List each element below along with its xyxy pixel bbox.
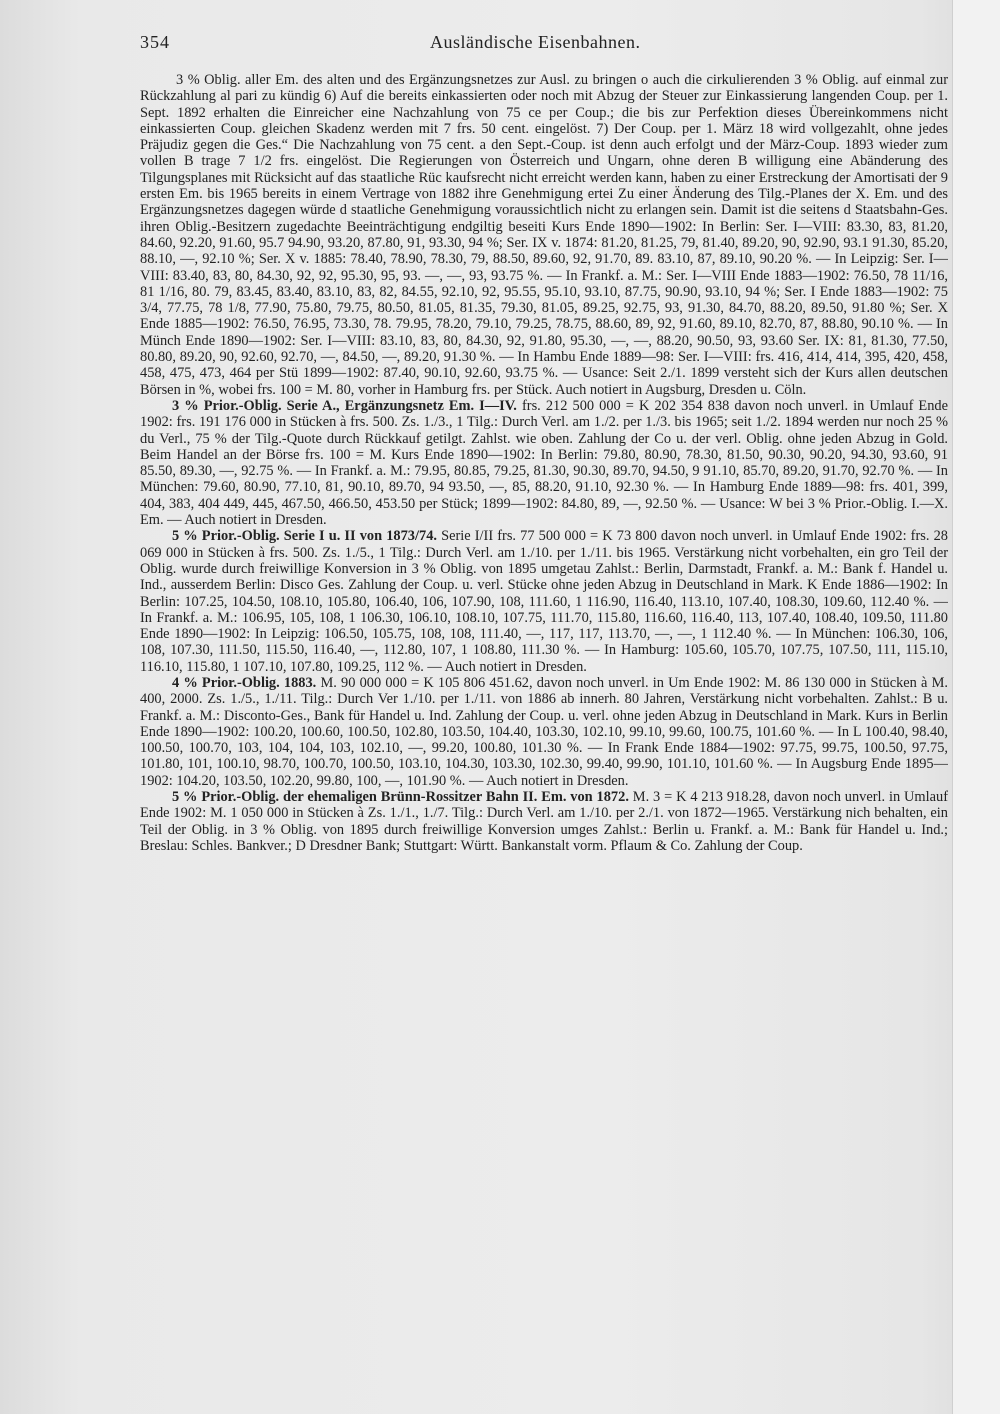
running-title: Ausländische Eisenbahnen.	[430, 32, 641, 52]
paragraph-prior-oblig-serie-a	[140, 398, 948, 528]
paragraph-bruenn-rossitzer	[140, 789, 948, 854]
paragraph-text: M. 90 000 000 = K 105 806 451.62, davon noch unverl. in Um Ende 1902: M. 86 130 000 in Stücken à M. 400, 2000. Zs. 1./5., 1./11. Tilg.: Durch Ver 1./10. per 1./11. von 1886 ab innerh. 80 Jahren, Verstärkung nicht vorbehalten. Zahlst.: B u. Frankf. a. M.: Disconto-Ges., Bank für Handel u. Ind. Zahlung der Coup. u. verl. ohne jeden Abzug in Deutschland in Mark. Kurs in Berlin Ende 1890—1902: 100.20, 100.60, 100.50, 102.80, 103.50, 104.40, 103.30, 102.10, 99.10, 99.60, 100.75, 101.60 %. — In L 100.40, 98.40, 100.50, 100.70, 103, 104, 104, 103, 102.10, —, 99.20, 100.80, 101.30 %. — In Frank Ende 1884—1902: 97.75, 99.75, 100.50, 97.75, 101.80, 101, 100.10, 98.70, 100.70, 100.50, 103.10, 104.30, 103.30, 102.30, 99.40, 99.90, 101.10, 101.60 %. — In Augsburg Ende 1895—1902: 104.20, 103.50, 102.20, 99.80, 100, —, 101.90 %. — Auch notiert in Dresden.	[140, 674, 948, 789]
paragraph-text: frs. 212 500 000 = K 202 354 838 davon noch unverl. in Umlauf Ende 1902: frs. 191 176 000 in Stücken à frs. 500. Zs. 1./3., 1 Tilg.: Durch Verl. am 1./2. per 1./3. bis 1965; seit 1./2. 1894 werden nur noch 25 % du Verl., 75 % der Tilg.-Quote durch Rückkauf getilgt. Zahlst. wie oben. Zahlung der Co u. der verl. Oblig. ohne jeden Abzug in Gold. Beim Handel an der Börse frs. 100 = M. Kurs Ende 1890—1902: In Berlin: 79.80, 80.90, 78.30, 81.50, 90.30, 90.20, 94.30, 93.60, 91 85.50, 89.30, —, 92.75 %. — In Frankf. a. M.: 79.95, 80.85, 79.25, 81.30, 90.30, 89.70, 94.50, 9 91.10, 85.70, 89.20, 91.70, 92.70 %. — In München: 79.60, 80.90, 77.10, 81, 90.10, 89.70, 94 93.50, —, 85, 88.20, 91.10, 92.30 %. — In Hamburg Ende 1889—98: frs. 401, 399, 404, 383, 404 449, 445, 467.50, 466.50, 453.50 per Stück; 1899—1902: 84.80, 89, —, 92.50 %. — Usance: W bei 3 % Prior.-Oblig. I.—X. Em. — Auch notiert in Dresden.	[140, 397, 948, 529]
adjacent-page-edge	[952, 0, 1000, 1414]
paragraph-heading: 4 % Prior.-Oblig. 1883.	[172, 674, 317, 691]
paragraph-heading: 5 % Prior.-Oblig. der ehemaligen Brünn-Rossitzer Bahn II. Em. von 1872.	[172, 789, 629, 806]
paragraph-text: Serie I/II frs. 77 500 000 = K 73 800 davon noch unverl. in Umlauf Ende 1902: frs. 28 069 000 in Stücken à frs. 500. Zs. 1./5., 1 Tilg.: Durch Verl. am 1./10. per 1./11. bis 1965. Verstärkung nicht vorbehalten, ein gro Teil der Oblig. wurde durch freiwillige Konversion in 3 % Oblig. von 1895 umgetau Zahlst.: Berlin, Darmstadt, Frankf. a. M.: Bank f. Handel u. Ind., ausserdem Berlin: Disco Ges. Zahlung der Coup. u. verl. Stücke ohne jeden Abzug in Deutschland in Mark. K Ende 1886—1902: In Berlin: 107.25, 104.50, 108.10, 105.80, 106.40, 106, 107.90, 108, 111.60, 1 116.90, 116.40, 113.10, 107.40, 108.30, 109.60, 112.40 %. — In Frankf. a. M.: 106.95, 105, 108, 1 106.30, 106.10, 108.10, 107.75, 111.70, 115.80, 116.60, 116.40, 113, 107.40, 108.40, 109.50, 111.80 Ende 1890—1902: In Leipzig: 106.50, 105.75, 108, 108, 111.40, —, 117, 117, 113.70, —, —, 1 112.40 %. — In München: 106.30, 106, 108, 107.30, 111.50, 115.50, 116.40, —, 112.80, 107, 1 108.80, 111.30 %. — In Hamburg: 105.60, 105.70, 107.75, 107.50, 111, 115.10, 116.10, 115.80, 1 107.10, 107.80, 109.25, 112 %. — Auch notiert in Dresden.	[140, 528, 948, 675]
paragraph-prior-oblig-1883	[140, 675, 948, 789]
paragraph-heading: 5 % Prior.-Oblig. Serie I u. II von 1873/74.	[172, 528, 437, 545]
paragraph-text: 3 % Oblig. aller Em. des alten und des Ergänzungsnetzes zur Ausl. zu bringen o auch die cirkulierenden 3 % Oblig. auf einmal zur Rückzahlung al pari zu kündig 6) Auf die bereits einkassierten oder noch mit Abzug der Steuer zur Einkassierung langenden Coup. per 1. Sept. 1892 erhalten die Einreicher eine Nachzahlung von 75 ce per Coup.; die bis zur Perfektion dieses Übereinkommens nicht einkassierten Coup. gleichen Skadenz werden mit 7 frs. 50 cent. eingelöst. 7) Der Coup. per 1. März 18 wird vollgezahlt, ohne jedes Präjudiz gegen die Ges.“ Die Nachzahlung von 75 cent. a den Sept.-Coup. ist denn auch erfolgt und der März-Coup. 1893 wieder zum vollen B trage 7 1/2 frs. eingelöst. Die Regierungen von Österreich und Ungarn, ohne deren B willigung eine Abänderung des Tilgungsplanes mit Rücksicht auf das staatliche Rüc kaufsrecht nicht erreicht werden kann, haben zu einer Erstreckung der Amortisati der 9 ersten Em. bis 1965 bereits in einem Vertrage von 1882 ihre Genehmigung ertei Zu einer Änderung des Tilg.-Planes der X. Em. und des Ergänzungsnetzes dagegen würde d staatliche Genehmigung voraussichtlich nicht zu erlangen sein. Damit ist die seitens d Staatsbahn-Ges. ihren Oblig.-Besitzern zugedachte Beeinträchtigung endgiltig beseiti Kurs Ende 1890—1902: In Berlin: Ser. I—VIII: 83.30, 83, 81.20, 84.60, 92.20, 91.60, 95.7 94.90, 93.20, 87.80, 91, 93.30, 94 %; Ser. IX v. 1874: 81.20, 81.25, 79, 81.40, 89.20, 90, 92.90, 93.1 91.30, 85.20, 88.10, —, 92.10 %; Ser. X v. 1885: 78.40, 78.90, 78.30, 79, 88.50, 89.60, 92, 91.70, 89. 83.10, 87, 89.10, 90.20 %. — In Leipzig: Ser. I—VIII: 83.40, 83, 80, 84.30, 92, 92, 95.30, 95, 93. —, —, 93, 93.75 %. — In Frankf. a. M.: Ser. I—VIII Ende 1883—1902: 76.50, 78 11/16, 81 1/16, 80. 79, 83.45, 83.40, 83.10, 83, 82, 84.55, 92.10, 92, 95.55, 95.10, 93.10, 87.75, 90.90, 93.10, 94 %; Ser. I Ende 1883—1902: 75 3/4, 77.75, 78 1/8, 77.90, 75.80, 79.75, 80.50, 81.05, 81.35, 79.30, 81.05, 89.25, 92.75, 93, 91.30, 84.70, 88.20, 89.50, 91.80 %; Ser. X Ende 1885—1902: 76.50, 76.95, 73.30, 78. 79.95, 78.20, 79.10, 79.25, 78.75, 88.60, 89, 92, 91.60, 89.10, 82.70, 87, 88.80, 90.10 %. — In Münch Ende 1890—1902: Ser. I—VIII: 83.10, 83, 80, 84.30, 92, 91.80, 95.30, —, —, 88.20, 90.50, 93, 93.60 Ser. IX: 81, 81.30, 77.50, 80.80, 89.20, 90, 92.60, 92.70, —, 84.50, —, 89.20, 91.30 %. — In Hambu Ende 1889—98: Ser. I—VIII: frs. 416, 414, 414, 395, 420, 458, 458, 475, 473, 464 per Stü 1899—1902: 87.40, 90.10, 92.60, 93.75 %. — Usance: Seit 2./1. 1899 versteht sich der Kurs allen deutschen Börsen in %, wobei frs. 100 = M. 80, vorher in Hamburg frs. per Stück. Auch notiert in Augsburg, Dresden u. Cöln.	[140, 72, 948, 398]
paragraph-text: M. 3 = K 4 213 918.28, davon noch unverl. in Umlauf Ende 1902: M. 1 050 000 in Stücken à Zs. 1./1., 1./7. Tilg.: Durch Verl. am 1./10. per 2./1. von 1872—1965. Verstärkung nich behalten, ein Teil der Oblig. in 3 % Oblig. von 1895 durch freiwillige Konversion umges Zahlst.: Berlin u. Frankf. a. M.: Bank für Handel u. Ind.; Breslau: Schles. Bankver.; D Dresdner Bank; Stuttgart: Württ. Bankanstalt vorm. Pflaum & Co. Zahlung der Coup.	[140, 789, 948, 854]
page-header	[140, 32, 940, 56]
page-number: 354	[140, 32, 170, 52]
body-text	[140, 72, 948, 1407]
paragraph-continuation	[140, 72, 948, 398]
paragraph-heading: 3 % Prior.-Oblig. Serie A., Ergänzungsnetz Em. I—IV.	[172, 397, 517, 414]
paragraph-prior-oblig-serie-i-ii	[140, 528, 948, 675]
